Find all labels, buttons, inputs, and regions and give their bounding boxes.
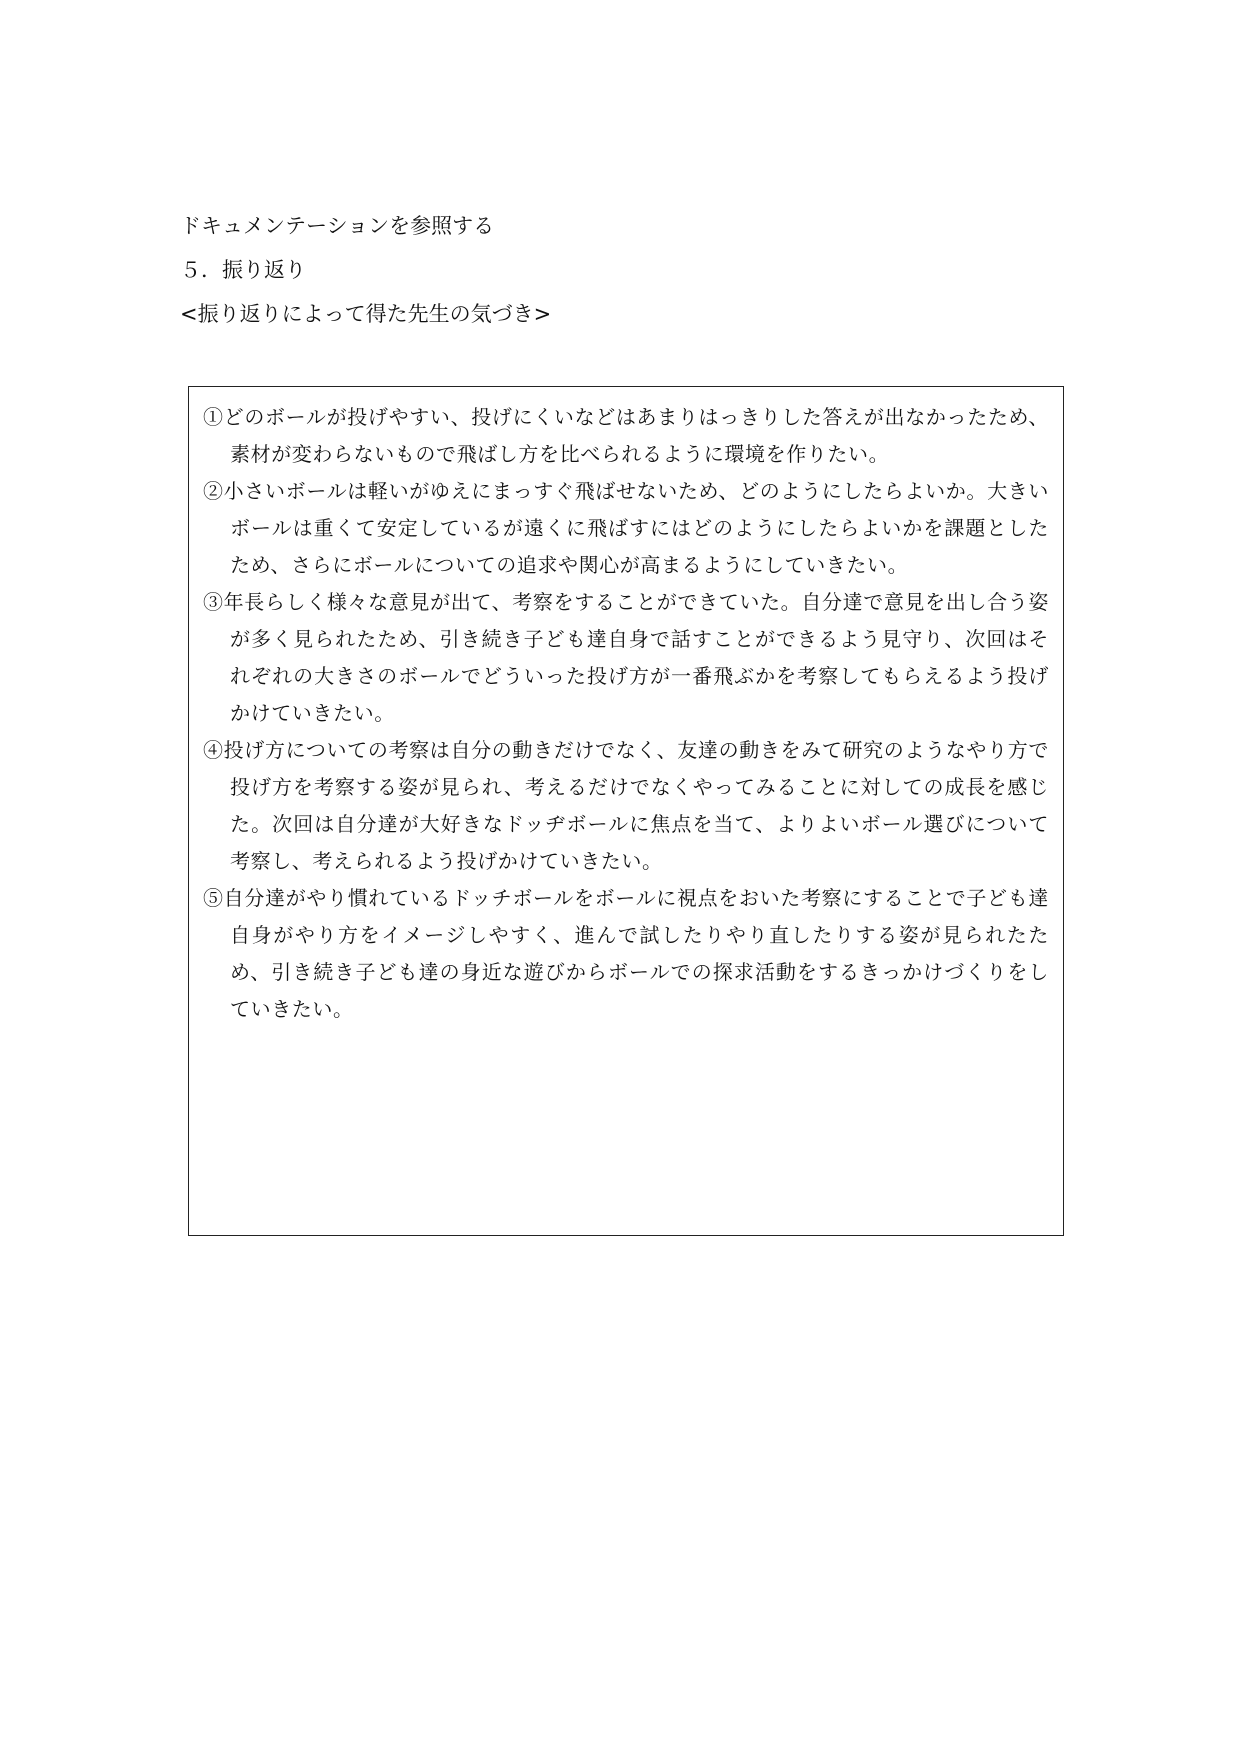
reflection-item-4: ④投げ方についての考察は自分の動きだけでなく、友達の動きをみて研究のようなやり方で投げ方を考察する姿が見られ、考えるだけでなくやってみることに対しての成長を感じた。次回は自分達が大好きなドッヂボールに焦点を当て、よりよいボール選びについて考察し、考えられるよう投げかけていきたい。 [203,738,1049,873]
reflection-item-2: ②小さいボールは軽いがゆえにまっすぐ飛ばせないため、どのようにしたらよいか。大きいボールは重くて安定しているが遠くに飛ばすにはどのようにしたらよいかを課題としたため、さらにボールについての追求や関心が高まるようにしていきたい。 [203,479,1049,577]
reflection-item-3: ③年長らしく様々な意見が出て、考察をすることができていた。自分達で意見を出し合う姿が多く見られたため、引き続き子ども達自身で話すことができるよう見守り、次回はそれぞれの大きさのボールでどういった投げ方が一番飛ぶかを考察してもらえるよう投げかけていきたい。 [203,590,1049,725]
reflection-item-5: ⑤自分達がやり慣れているドッチボールをボールに視点をおいた考察にすることで子ども達自身がやり方をイメージしやすく、進んで試したりやり直したりする姿が見られたため、引き続き子ども達の身近な遊びからボールでの探求活動をするきっかけづくりをしていきたい。 [203,886,1049,1021]
reflection-item-1: ①どのボールが投げやすい、投げにくいなどはあまりはっきりした答えが出なかったため、素材が変わらないもので飛ばし方を比べられるように環境を作りたい。 [203,405,1049,466]
reflection-box [188,386,1064,1236]
section-title: ５．振り返り [180,258,306,282]
section-subtitle: <振り返りによって得た先生の気づき> [180,302,552,326]
documentation-reference-label: ドキュメンテーションを参照する [180,214,495,238]
